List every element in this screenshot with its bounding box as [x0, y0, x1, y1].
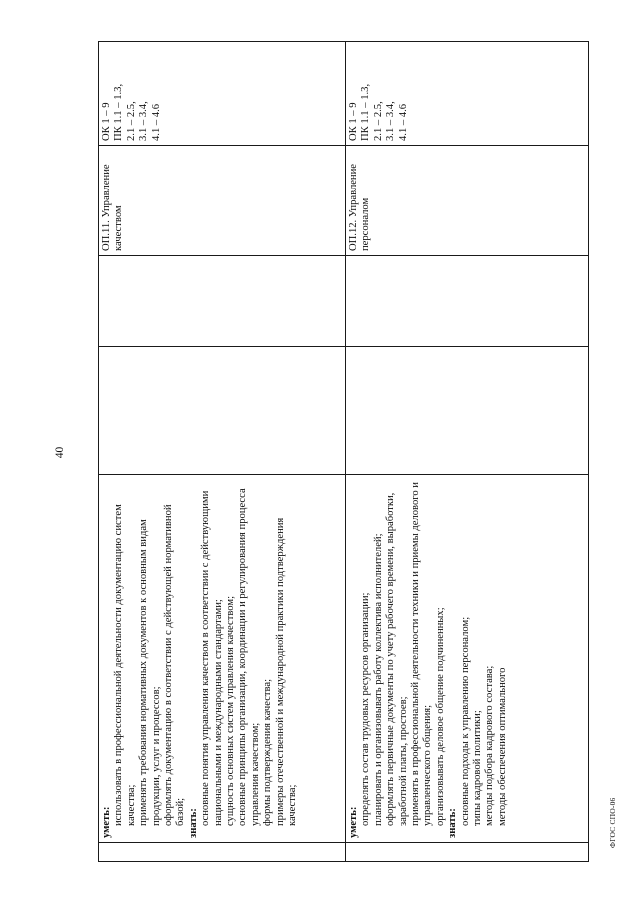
competencies-cell: [346, 42, 589, 146]
hours-class-cell: [346, 256, 589, 347]
skill-item: определять состав трудовых ресурсов организации;: [360, 592, 372, 826]
know-label: знать:: [187, 808, 199, 838]
can-label: уметь:: [348, 806, 359, 838]
competency-line: ПК 1.1 – 1.3,: [360, 83, 372, 141]
competency-line: 2.1 – 2.5,: [372, 101, 384, 141]
competency-line: 2.1 – 2.5,: [125, 101, 137, 141]
competency-line: 3.1 – 3.4,: [385, 101, 397, 141]
knowledge-item: методы подбора кадрового состава;: [484, 665, 496, 826]
knowledge-item: основные принципы организации, координации и регулирования процесса управления качеством;: [237, 488, 261, 826]
skill-item: оформлять документацию в соответствии с действующей нормативной базой;: [163, 504, 187, 826]
requirements-cell: [99, 475, 346, 843]
skill-item: применять в профессиональной деятельности техники и приемы делового и управленческого общения;: [410, 482, 434, 826]
skill-item: использовать в профессиональной деятельности документацию систем качества;: [113, 504, 137, 826]
curriculum-table: [98, 41, 589, 862]
hours-class-cell: [99, 256, 346, 347]
competency-line: 4.1 – 4.6: [397, 103, 409, 141]
requirements-cell: [346, 475, 589, 843]
knowledge-item: основные понятия управления качеством в соответствии с действующими национальными и международными стандартами;: [200, 490, 224, 826]
hours-max-cell: [99, 347, 346, 475]
discipline-cell: ОП.11. Управление качеством: [99, 146, 346, 256]
knowledge-item: формы подтверждения качества;: [262, 678, 274, 826]
index-cell: [99, 843, 346, 862]
competency-line: 3.1 – 3.4,: [138, 101, 150, 141]
table-row: [99, 42, 346, 862]
know-label: знать:: [447, 808, 459, 838]
competency-line: ОК 1 – 9: [101, 102, 112, 141]
skill-item: планировать и организовывать работу коллектива исполнителей;: [372, 533, 384, 826]
knowledge-item: основные подходы к управлению персоналом;: [459, 616, 471, 826]
competencies-cell: [99, 42, 346, 146]
discipline-cell: ОП.12. Управление персоналом: [346, 146, 589, 256]
skill-item: применять требования нормативных документов к основным видам продукции, услуг и процессов;: [138, 519, 162, 826]
page-number: 40: [54, 446, 66, 459]
footer-mark: ФГОС СПО-06: [608, 797, 617, 848]
knowledge-item: методы обеспечения оптимального: [496, 667, 508, 826]
competency-line: ОК 1 – 9: [348, 102, 359, 141]
hours-max-cell: [346, 347, 589, 475]
competency-line: ПК 1.1 – 1.3,: [113, 83, 125, 141]
knowledge-item: примеры отечественной и международной практики подтверждения качества;: [274, 517, 299, 826]
index-cell: [346, 843, 589, 862]
competency-line: 4.1 – 4.6: [150, 103, 162, 141]
knowledge-item: сущность основных систем управления качеством;: [225, 595, 237, 826]
can-label: уметь:: [101, 806, 112, 838]
knowledge-item: типы кадровой политики;: [472, 710, 484, 826]
skill-item: оформлять первичные документы по учету рабочего времени, выработки, заработной платы, простоев;: [385, 492, 409, 826]
skill-item: организовывать деловое общение подчиненных;: [434, 607, 446, 826]
table-row: [346, 42, 589, 862]
